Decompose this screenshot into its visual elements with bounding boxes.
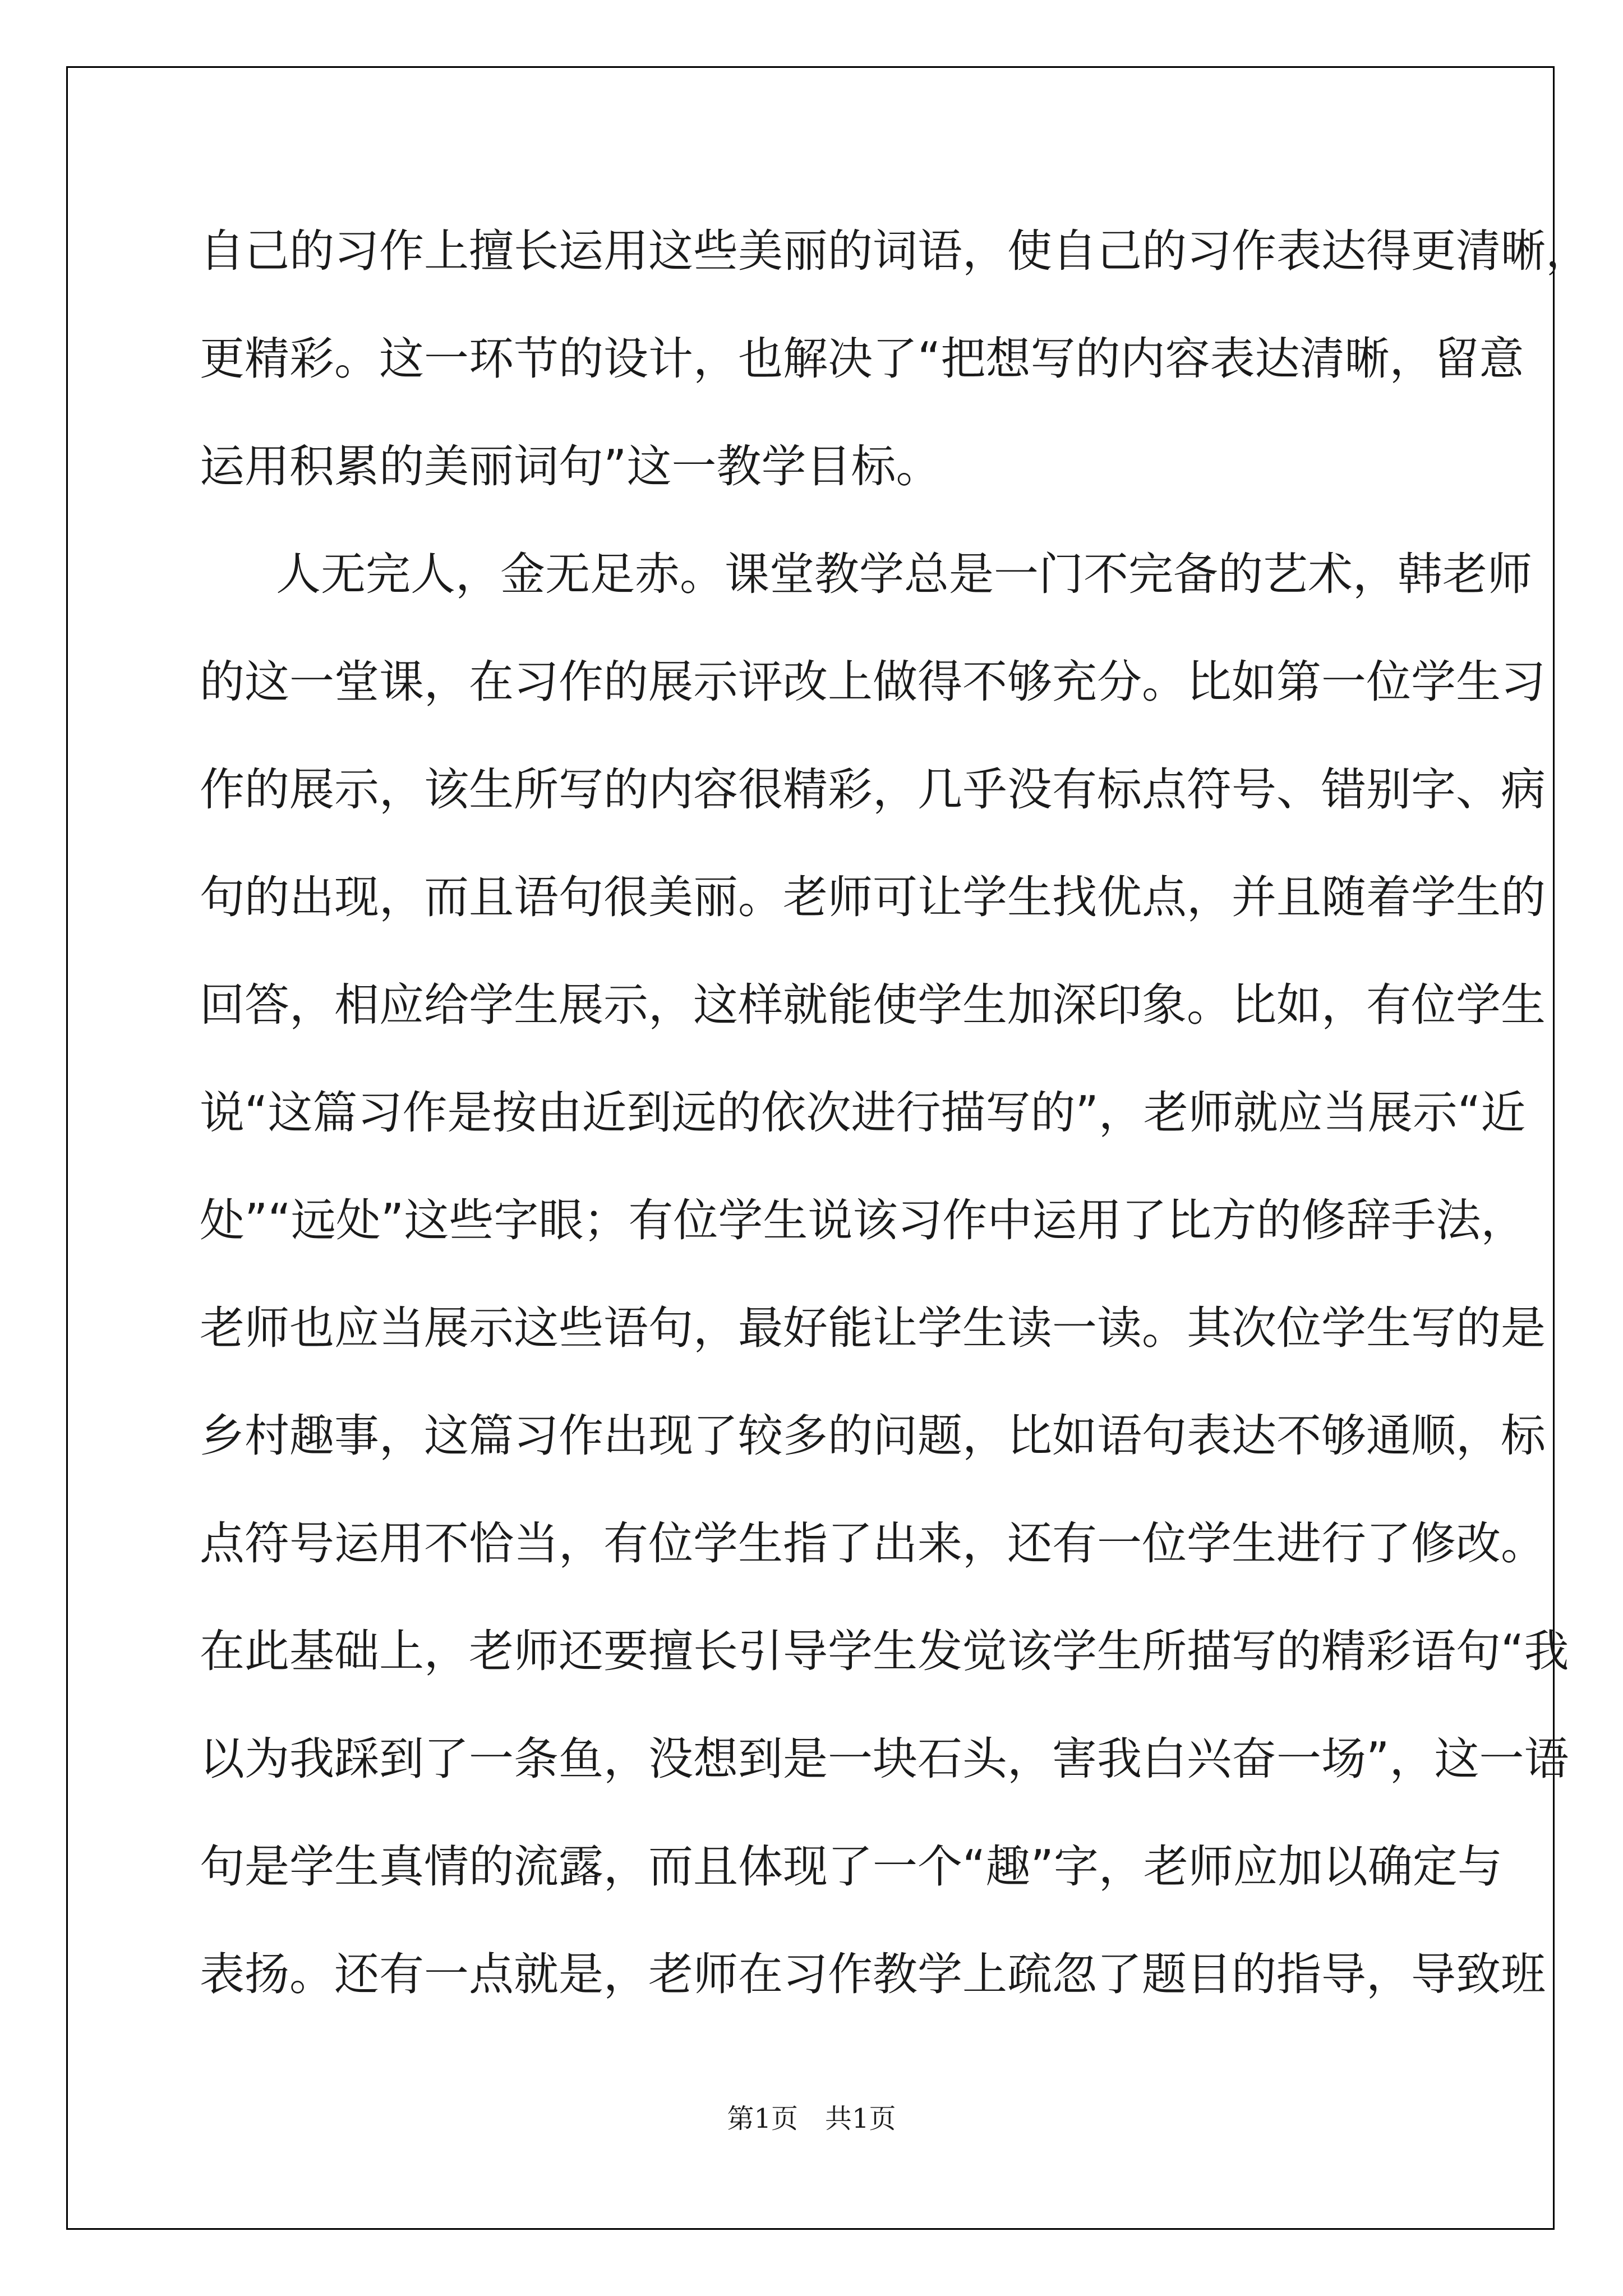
text-line: 的这一堂课，在习作的展示评改上做得不够充分。比如第一位学生习 xyxy=(200,656,1546,708)
text-line: 说“这篇习作是按由近到远的依次进行描写的”，老师就应当展示“近 xyxy=(200,1087,1526,1139)
text-line: 以为我踩到了一条鱼，没想到是一块石头，害我白兴奋一场”，这一语 xyxy=(200,1733,1569,1785)
text-line: 在此基础上，老师还要擅长引导学生发觉该学生所描写的精彩语句“我 xyxy=(200,1625,1569,1677)
text-line: 处”“远处”这些字眼；有位学生说该习作中运用了比方的修辞手法， xyxy=(200,1194,1526,1246)
text-line: 句是学生真情的流露，而且体现了一个“趣”字，老师应加以确定与 xyxy=(200,1841,1502,1893)
text-line: 更精彩。这一环节的设计，也解决了“把想写的内容表达清晰，留意 xyxy=(200,333,1524,385)
text-line: 运用积累的美丽词句”这一教学目标。 xyxy=(200,440,941,493)
text-line: 乡村趣事，这篇习作出现了较多的问题，比如语句表达不够通顺，标 xyxy=(200,1410,1546,1462)
text-line: 回答，相应给学生展示，这样就能使学生加深印象。比如，有位学生 xyxy=(200,979,1546,1031)
text-line: 人无完人，金无足赤。课堂教学总是一门不完备的艺术，韩老师 xyxy=(276,548,1532,600)
text-line: 表扬。还有一点就是，老师在习作教学上疏忽了题目的指导，导致班 xyxy=(200,1948,1546,2000)
page-number-footer: 第1页 共1页 xyxy=(727,2103,896,2134)
text-line: 作的展示，该生所写的内容很精彩，几乎没有标点符号、错别字、病 xyxy=(200,763,1546,816)
text-line: 自己的习作上擅长运用这些美丽的词语，使自己的习作表达得更清晰， xyxy=(200,225,1590,277)
text-line: 点符号运用不恰当，有位学生指了出来，还有一位学生进行了修改。 xyxy=(200,1517,1546,1570)
text-line: 句的出现，而且语句很美丽。老师可让学生找优点，并且随着学生的 xyxy=(200,871,1546,923)
text-line: 老师也应当展示这些语句，最好能让学生读一读。其次位学生写的是 xyxy=(200,1302,1546,1354)
